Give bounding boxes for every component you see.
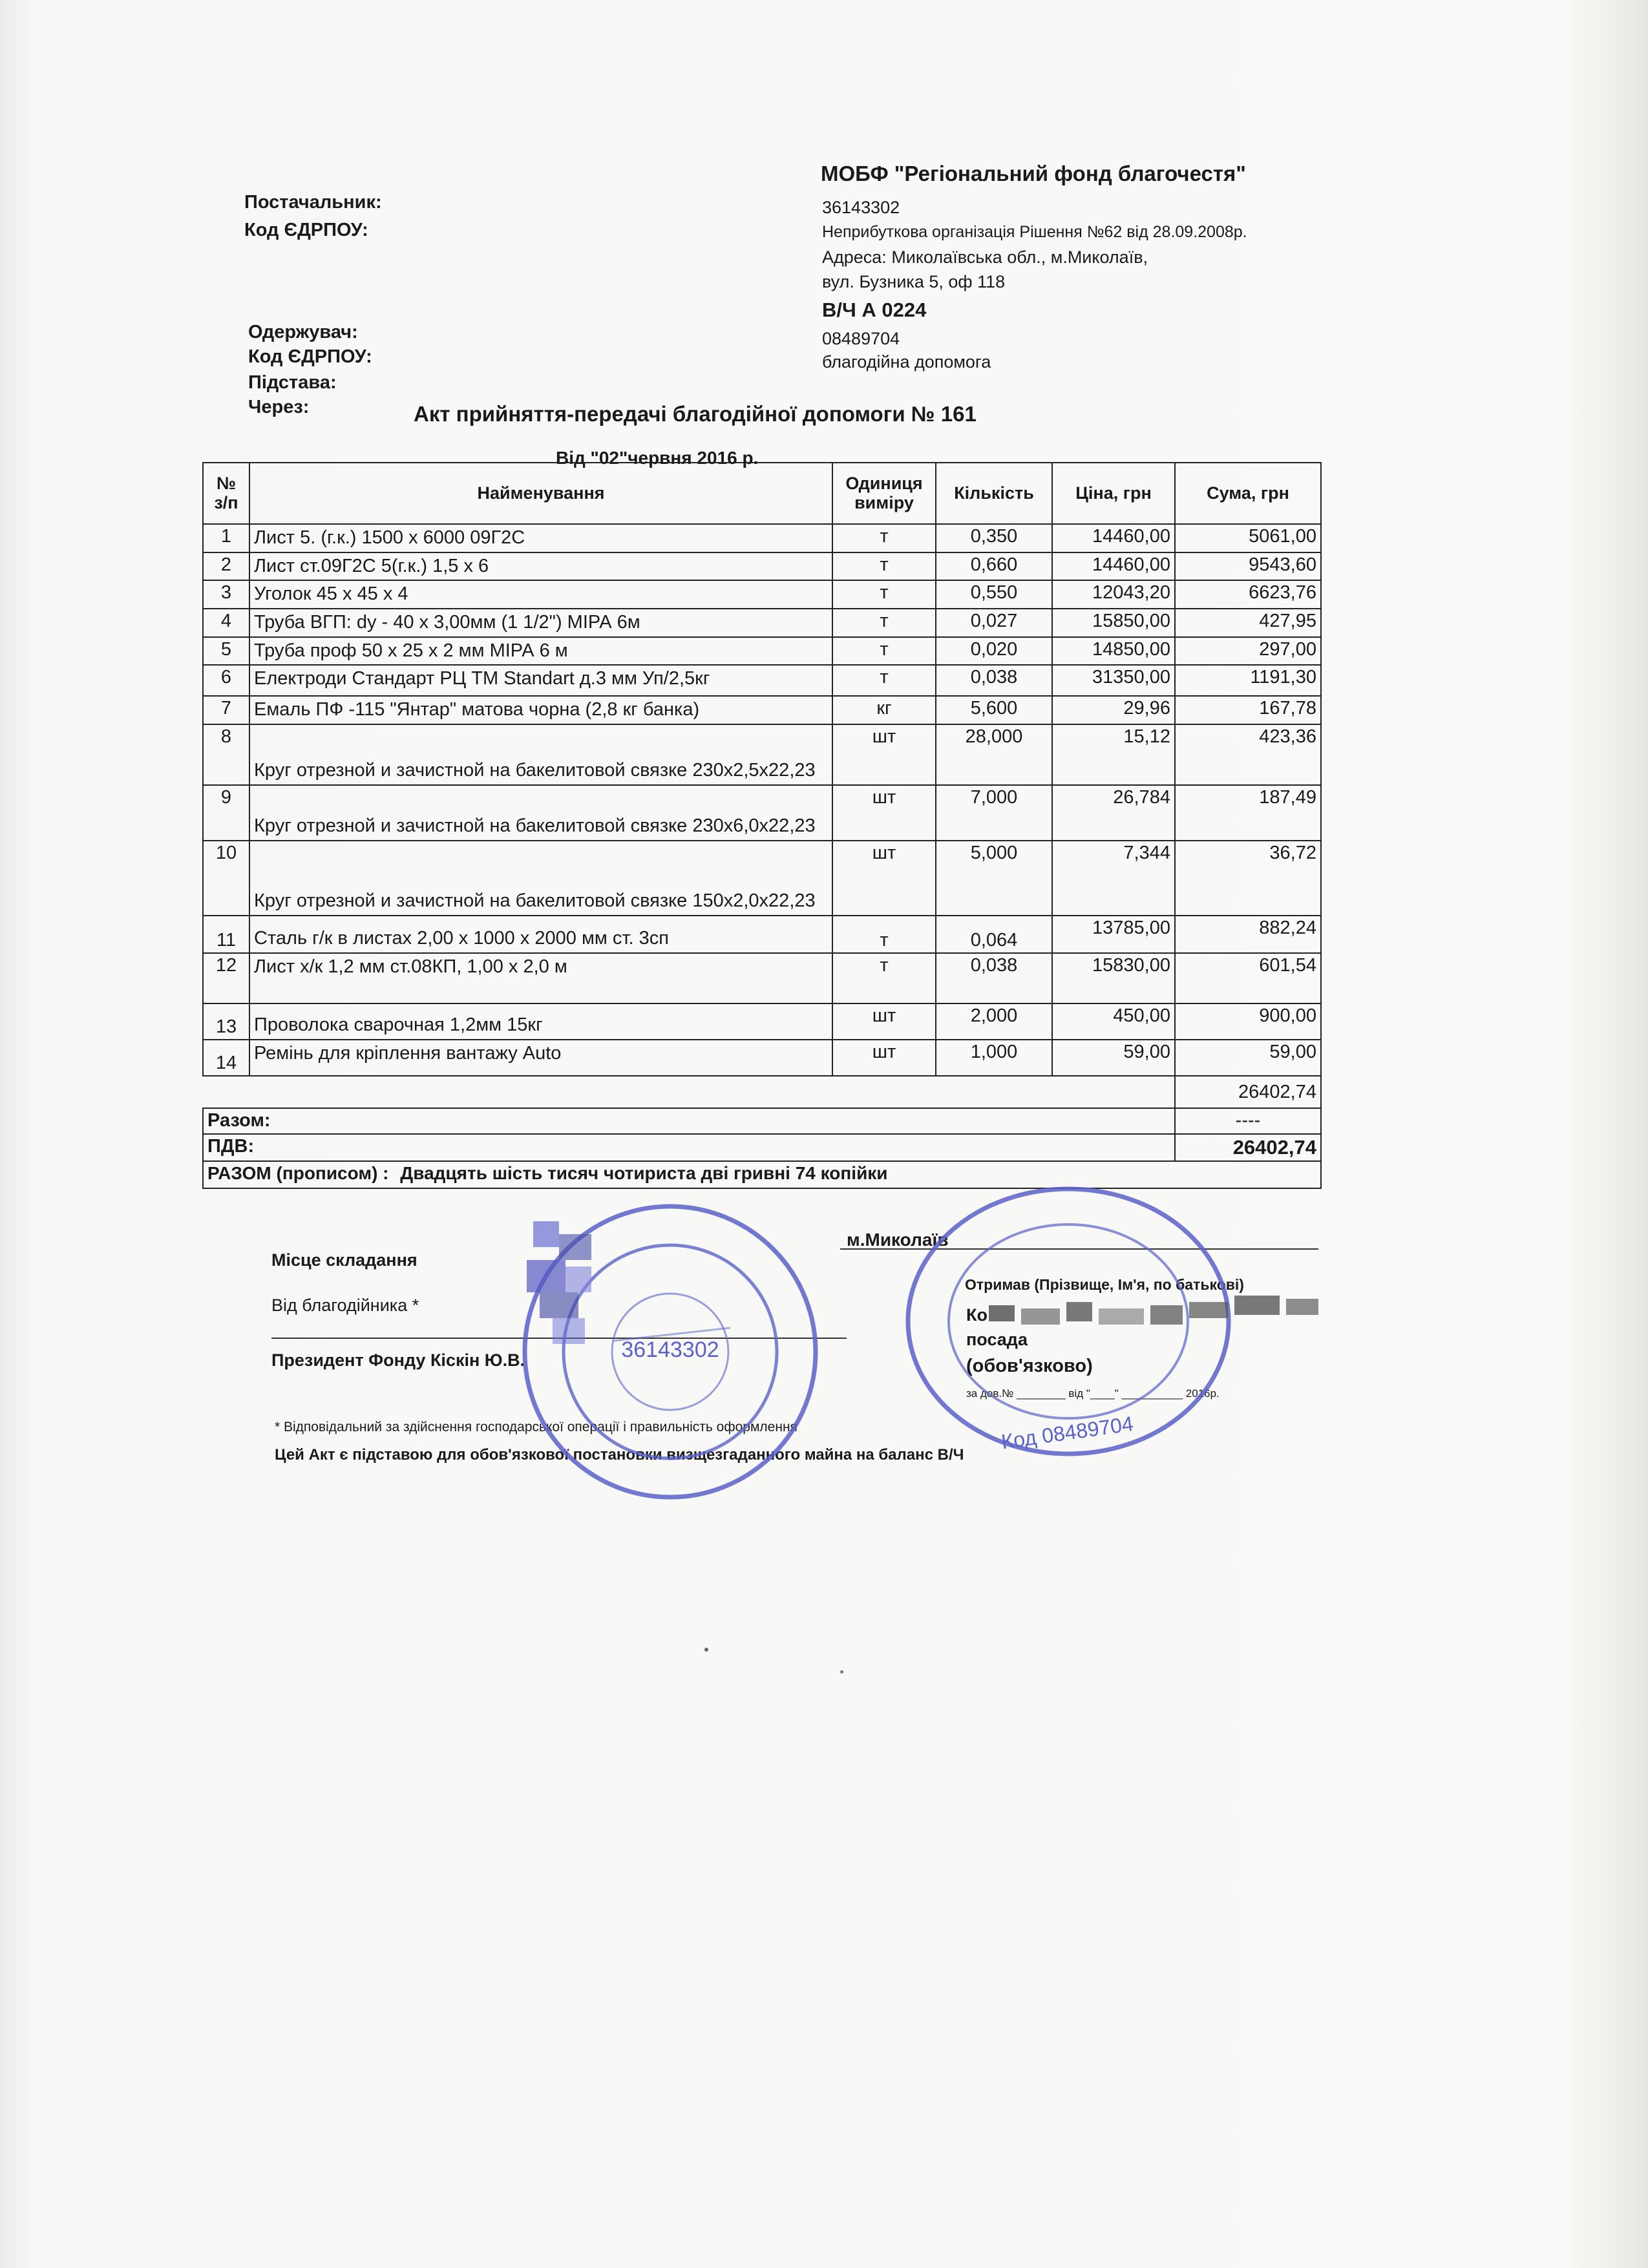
row-unit: шт (832, 724, 936, 785)
row-num: 14 (203, 1040, 249, 1076)
table-row (203, 724, 1321, 785)
row-sum: 5061,00 (1175, 524, 1321, 552)
row-name: Лист 5. (г.к.) 1500 х 6000 09Г2С (249, 524, 832, 552)
header-qty: Кількість (936, 463, 1052, 524)
position-label: посада (966, 1330, 1028, 1349)
row-name: Ремінь для кріплення вантажу Auto (249, 1040, 832, 1076)
row-num: 11 (203, 916, 249, 953)
receiver-prefix: Ко (966, 1305, 988, 1325)
words-value: Двадцять шість тисяч чотириста дві гривні 74 копійки (400, 1163, 888, 1184)
row-price: 450,00 (1052, 1003, 1175, 1040)
row-num: 12 (203, 953, 249, 1003)
row-name: Емаль ПФ -115 "Янтар" матова чорна (2,8 кг банка) (249, 696, 832, 724)
row-unit: т (832, 916, 936, 953)
row-price: 13785,00 (1052, 916, 1175, 953)
supplier-edrpou-label: Код ЄДРПОУ: (244, 220, 368, 240)
subtotal-spacer (203, 1076, 1175, 1108)
supplier-code: 36143302 (822, 198, 900, 217)
row-name: Круг отрезной и зачистной на бакелитовой связке 150х2,0х22,23 (249, 841, 832, 916)
footnote: * Відповідальний за здійснення господарської операції і правильність оформлення (275, 1420, 798, 1434)
header-unit: Одиниця виміру (832, 463, 936, 524)
row-price: 15830,00 (1052, 953, 1175, 1003)
row-unit: шт (832, 785, 936, 841)
table-row (203, 580, 1321, 609)
row-qty: 5,600 (936, 696, 1052, 724)
row-unit: т (832, 552, 936, 581)
supplier-address-1: Адреса: Миколаївська обл., м.Миколаїв, (822, 247, 1148, 267)
row-name: Труба ВГП: dy - 40 х 3,00мм (1 1/2") МІРА 6м (249, 609, 832, 637)
row-qty: 0,550 (936, 580, 1052, 609)
redacted-name-right-icon (989, 1296, 1325, 1334)
table-row (203, 524, 1321, 552)
row-unit: т (832, 609, 936, 637)
redacted-signature-left-icon (527, 1221, 617, 1357)
supplier-address-2: вул. Бузника 5, оф 118 (822, 272, 1006, 291)
row-unit: т (832, 524, 936, 552)
place-value: м.Миколаїв (847, 1230, 949, 1250)
words-label: РАЗОМ (прописом) : (207, 1163, 389, 1184)
row-num: 4 (203, 609, 249, 637)
row-price: 12043,20 (1052, 580, 1175, 609)
row-unit: шт (832, 1040, 936, 1076)
table-row (203, 785, 1321, 841)
row-qty: 0,038 (936, 953, 1052, 1003)
row-qty: 0,660 (936, 552, 1052, 581)
total-row (203, 1108, 1321, 1134)
table-row (203, 916, 1321, 953)
header-name: Найменування (249, 463, 832, 524)
table-row (203, 1003, 1321, 1040)
row-sum: 882,24 (1175, 916, 1321, 953)
row-sum: 601,54 (1175, 953, 1321, 1003)
row-name: Лист х/к 1,2 мм ст.08КП, 1,00 х 2,0 м (249, 953, 832, 1003)
row-unit: шт (832, 841, 936, 916)
act-title: Акт прийняття-передачі благодійної допомоги № 161 (414, 402, 977, 426)
row-qty: 5,000 (936, 841, 1052, 916)
row-num: 6 (203, 665, 249, 696)
goods-table (202, 462, 1322, 1189)
row-qty: 2,000 (936, 1003, 1052, 1040)
recipient-label: Одержувач: (248, 322, 358, 342)
row-unit: кг (832, 696, 936, 724)
table-row (203, 953, 1321, 1003)
row-sum: 9543,60 (1175, 552, 1321, 581)
row-num: 3 (203, 580, 249, 609)
row-price: 14850,00 (1052, 637, 1175, 666)
row-sum: 297,00 (1175, 637, 1321, 666)
row-sum: 423,36 (1175, 724, 1321, 785)
table-row (203, 841, 1321, 916)
row-num: 10 (203, 841, 249, 916)
table-row (203, 637, 1321, 666)
total-value: ---- (1175, 1108, 1321, 1134)
row-price: 15850,00 (1052, 609, 1175, 637)
president-name: Президент Фонду Кіскін Ю.В. (271, 1350, 525, 1370)
row-name: Уголок 45 х 45 х 4 (249, 580, 832, 609)
recipient-edrpou-label: Код ЄДРПОУ: (248, 346, 372, 367)
row-sum: 36,72 (1175, 841, 1321, 916)
supplier-label: Постачальник: (244, 192, 382, 213)
act-date: Від "02"червня 2016 р. (556, 448, 759, 468)
paper-speck (840, 1670, 843, 1674)
table-row (203, 665, 1321, 696)
row-price: 26,784 (1052, 785, 1175, 841)
subtotal-value: 26402,74 (1175, 1076, 1321, 1108)
row-qty: 7,000 (936, 785, 1052, 841)
via-label: Через: (248, 397, 310, 417)
row-num: 13 (203, 1003, 249, 1040)
recipient-basis: благодійна допомога (822, 352, 991, 372)
total-label: Разом: (203, 1108, 1175, 1134)
row-name: Труба проф 50 х 25 х 2 мм МІРА 6 м (249, 637, 832, 666)
row-qty: 0,020 (936, 637, 1052, 666)
row-sum: 427,95 (1175, 609, 1321, 637)
row-price: 14460,00 (1052, 524, 1175, 552)
row-price: 59,00 (1052, 1040, 1175, 1076)
supplier-status: Неприбуткова організація Рішення №62 від 28.09.2008р. (822, 223, 1247, 241)
row-num: 7 (203, 696, 249, 724)
row-price: 29,96 (1052, 696, 1175, 724)
row-name: Сталь г/к в листах 2,00 х 1000 х 2000 мм ст. 3сп (249, 916, 832, 953)
row-num: 1 (203, 524, 249, 552)
place-label: Місце складання (271, 1250, 417, 1270)
vat-row (203, 1134, 1321, 1161)
vat-label: ПДВ: (203, 1134, 1175, 1161)
row-price: 14460,00 (1052, 552, 1175, 581)
row-price: 31350,00 (1052, 665, 1175, 696)
row-sum: 187,49 (1175, 785, 1321, 841)
row-sum: 900,00 (1175, 1003, 1321, 1040)
row-sum: 167,78 (1175, 696, 1321, 724)
row-price: 15,12 (1052, 724, 1175, 785)
row-num: 9 (203, 785, 249, 841)
mandatory-note: (обов'язково) (966, 1356, 1093, 1376)
table-row (203, 609, 1321, 637)
table-header-row (203, 463, 1321, 524)
recipient-code: 08489704 (822, 329, 900, 348)
row-qty: 0,027 (936, 609, 1052, 637)
row-name: Лист ст.09Г2С 5(г.к.) 1,5 х 6 (249, 552, 832, 581)
recipient-name: В/Ч А 0224 (822, 299, 927, 321)
header-price: Ціна, грн (1052, 463, 1175, 524)
row-unit: т (832, 580, 936, 609)
row-num: 5 (203, 637, 249, 666)
vat-value: 26402,74 (1175, 1134, 1321, 1161)
row-qty: 1,000 (936, 1040, 1052, 1076)
row-name: Електроди Стандарт РЦ ТМ Standart д.3 мм Уп/2,5кг (249, 665, 832, 696)
subtotal-row (203, 1076, 1321, 1108)
supplier-name: МОБФ "Регіональний фонд благочестя" (821, 162, 1246, 185)
row-num: 2 (203, 552, 249, 581)
header-sum: Сума, грн (1175, 463, 1321, 524)
donor-label: Від благодійника * (271, 1296, 419, 1315)
row-name: Круг отрезной и зачистной на бакелитовой связке 230х2,5х22,23 (249, 724, 832, 785)
row-name: Круг отрезной и зачистной на бакелитовой связке 230х6,0х22,23 (249, 785, 832, 841)
table-row (203, 1040, 1321, 1076)
row-qty: 28,000 (936, 724, 1052, 785)
table-row (203, 696, 1321, 724)
row-unit: шт (832, 1003, 936, 1040)
receiver-label: Отримав (Прізвище, Ім'я, по батькові) (965, 1276, 1244, 1293)
row-num: 8 (203, 724, 249, 785)
table-row (203, 552, 1321, 581)
row-sum: 59,00 (1175, 1040, 1321, 1076)
row-sum: 6623,76 (1175, 580, 1321, 609)
row-qty: 0,038 (936, 665, 1052, 696)
paper-speck (704, 1648, 708, 1652)
left-stamp-code: 36143302 (621, 1338, 719, 1362)
row-unit: т (832, 637, 936, 666)
contract-line: за дов.№ ________ від "____" __________ 2016р. (966, 1387, 1220, 1400)
basis-note: Цей Акт є підставою для обов'язкової постановки визщезгаданного майна на баланс В/Ч (275, 1446, 964, 1464)
row-unit: т (832, 953, 936, 1003)
header-num: № з/п (203, 463, 249, 524)
row-sum: 1191,30 (1175, 665, 1321, 696)
row-name: Проволока сварочная 1,2мм 15кг (249, 1003, 832, 1040)
row-unit: т (832, 665, 936, 696)
right-stamp-code: Код 08489704 (1000, 1411, 1135, 1454)
row-qty: 0,064 (936, 916, 1052, 953)
row-price: 7,344 (1052, 841, 1175, 916)
row-qty: 0,350 (936, 524, 1052, 552)
basis-label: Підстава: (248, 372, 337, 393)
